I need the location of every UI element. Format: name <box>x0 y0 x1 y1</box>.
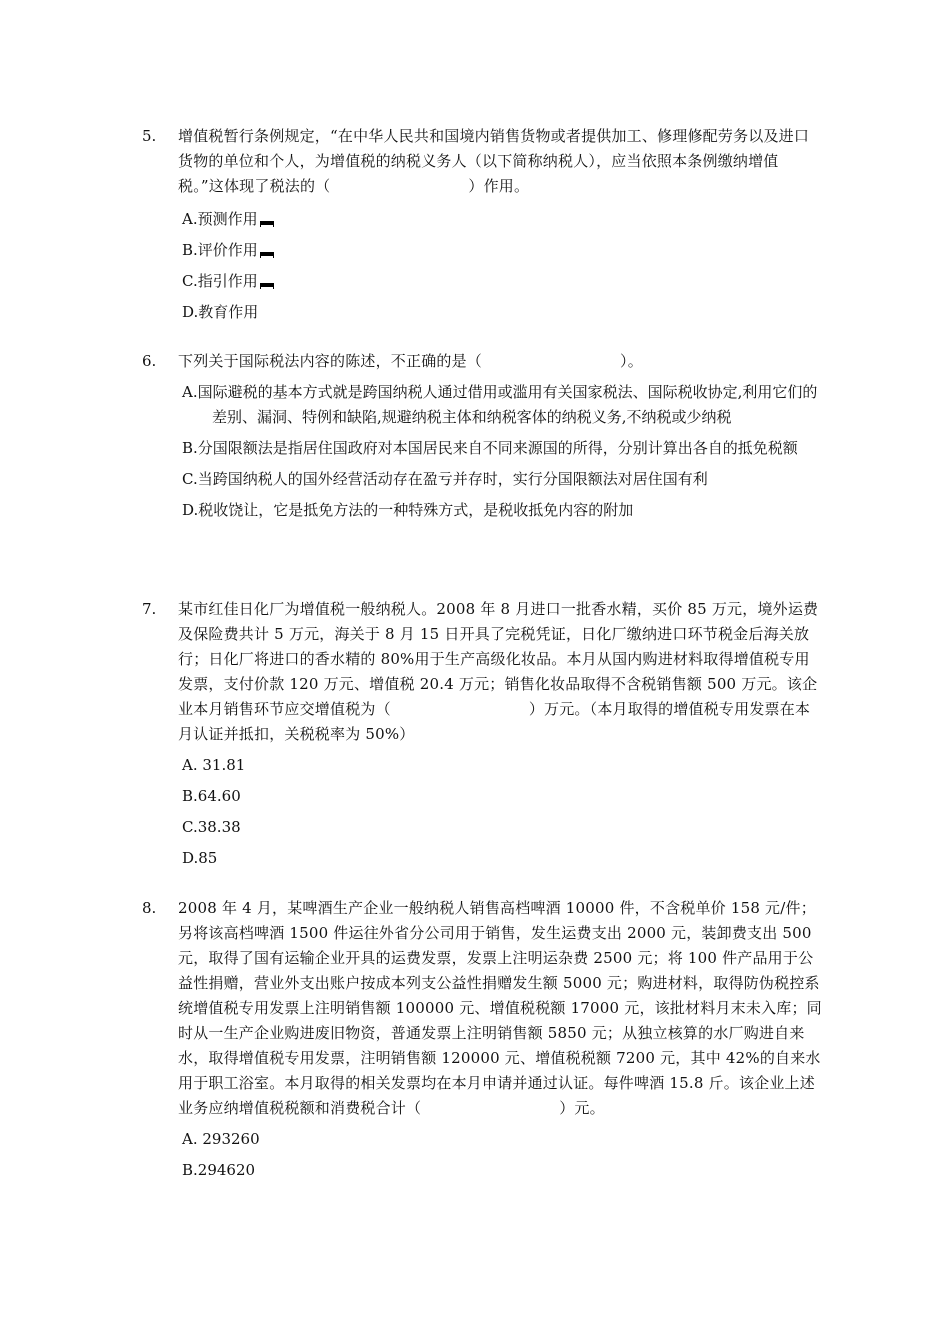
option-c: C.38.38 <box>182 818 241 836</box>
stem-text-end: ）元。 <box>559 1099 605 1117</box>
option-d: D.85 <box>182 849 218 867</box>
question-7 <box>142 597 822 871</box>
question-stem <box>178 349 822 374</box>
option-a: A.预测作用 <box>182 207 822 232</box>
bracket-mark-icon <box>260 221 274 227</box>
question-stem <box>178 896 822 1121</box>
question-number: 5. <box>142 127 157 145</box>
option-a: A.国际避税的基本方式就是跨国纳税人通过借用或滥用有关国家税法、国际税收协定,利用它们的差别、漏洞、特例和缺陷,规避纳税主体和纳税客体的纳税义务,不纳税或少纳税 <box>182 383 818 426</box>
stem-text: 增值税暂行条例规定，“在中华人民共和国境内销售货物或者提供加工、修理修配劳务以及进口货物的单位和个人，为增值税的纳税义务人（以下简称纳税人），应当依照本条例缴纳增值税。”这体现了税法的（ <box>178 127 810 195</box>
question-number: 8. <box>142 899 157 917</box>
option-b: B.64.60 <box>182 787 241 805</box>
stem-text: 某市红佳日化厂为增值税一般纳税人。2008 年 8 月进口一批香水精，买价 85 万元，境外运费及保险费共计 5 万元，海关于 8 月 15 日开具了完税凭证，日化厂缴纳进口环节税金后海关放行；日化厂将进口的香水精的 80%用于生产高级化妆品。本月从国内购进材料取得增值税专用发票，支付价款 120 万元、增值税 20.4 万元；销售化妆品取得不含税销售额 500 万元。该企业本月销售环节应交增值税为（ <box>178 600 819 718</box>
option-d: D.税收饶让，它是抵免方法的一种特殊方式，是税收抵免内容的附加 <box>182 501 634 519</box>
option-c: C.指引作用 <box>182 269 822 294</box>
option-b: B.294620 <box>182 1161 256 1179</box>
question-stem <box>178 597 822 747</box>
question-number: 6. <box>142 352 157 370</box>
option-b: B.分国限额法是指居住国政府对本国居民来自不同来源国的所得，分别计算出各自的抵免税额 <box>182 439 798 457</box>
option-c: C.当跨国纳税人的国外经营活动存在盈亏并存时，实行分国限额法对居住国有利 <box>182 470 708 488</box>
question-5 <box>142 124 822 325</box>
question-8 <box>142 896 822 1183</box>
options-list <box>182 753 822 871</box>
options-list <box>182 1127 822 1183</box>
bracket-mark-icon <box>260 252 274 258</box>
bracket-mark-icon <box>260 283 274 289</box>
options-list <box>182 207 822 325</box>
stem-text: 2008 年 4 月，某啤酒生产企业一般纳税人销售高档啤酒 10000 件，不含税单价 158 元/件；另将该高档啤酒 1500 件运往外省分公司用于销售，发生运费支出 2000 元，装卸费支出 500 元，取得了国有运输企业开具的运费发票，发票上注明运杂费 2500 元；将 100 件产品用于公益性捐赠，营业外支出账户按成本列支公益性捐赠发生额 5000 元；购进材料，取得防伪税控系统增值税专用发票上注明销售额 100000 元、增值税税额 17000 元，该批材料月末未入库；同时从一生产企业购进废旧物资，普通发票上注明销售额 5850 元；从独立核算的水厂购进自来水，取得增值税专用发票，注明销售额 120000 元、增值税税额 7200 元，其中 42%的自来水用于职工浴室。本月取得的相关发票均在本月申请并通过认证。每件啤酒 15.8 斤。该企业上述业务应纳增值税税额和消费税合计（ <box>178 899 822 1117</box>
option-a: A. 293260 <box>182 1130 260 1148</box>
option-d: D.教育作用 <box>182 303 259 321</box>
option-b: B.评价作用 <box>182 238 822 263</box>
stem-text-end: ）作用。 <box>468 177 530 195</box>
stem-text: 下列关于国际税法内容的陈述，不正确的是（ <box>178 352 483 370</box>
stem-text-end: ）。 <box>620 352 643 370</box>
options-list <box>182 380 822 523</box>
question-number: 7. <box>142 600 157 618</box>
question-stem <box>178 124 822 199</box>
question-6 <box>142 349 822 523</box>
option-a: A. 31.81 <box>182 756 246 774</box>
stem-text-end: ）万元。（本月取得的增值税专用发票在本月认证并抵扣，关税税率为 50%） <box>178 700 811 743</box>
